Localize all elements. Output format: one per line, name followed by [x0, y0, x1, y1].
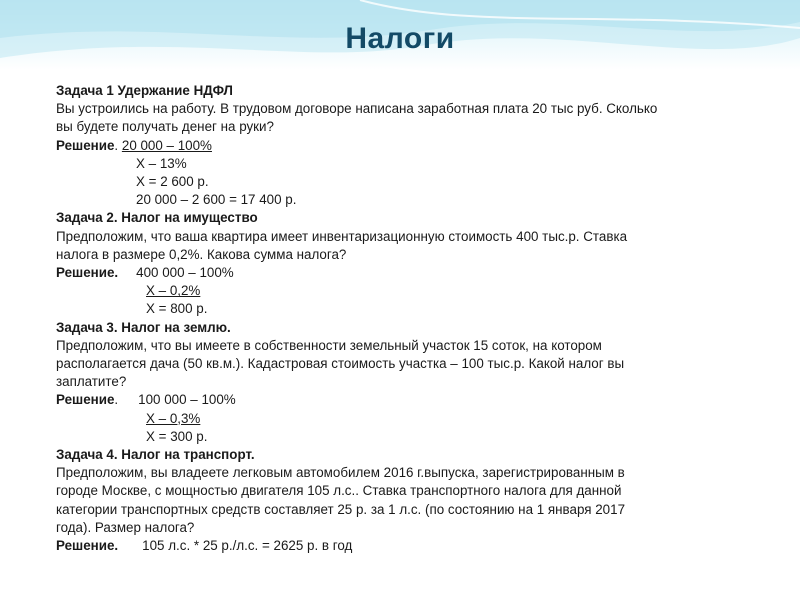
task2-sol1: 400 000 – 100% [136, 265, 234, 281]
task3-text-line3: заплатите? [56, 374, 127, 390]
task2-sol3: Х = 800 р. [146, 301, 208, 317]
task1-solution-line1 [56, 137, 746, 155]
task2-text-line1: Предположим, что ваша квартира имеет инвентаризационную стоимость 400 тыс.р. Ставка [56, 228, 628, 244]
task3-text-line2: располагается дача (50 кв.м.). Кадастровая стоимость участка – 100 тыс.р. Какой налог вы [56, 356, 625, 372]
task4-solution-line1 [56, 537, 746, 555]
task4-text-line3: категории транспортных средств составляет 25 р. за 1 л.с. (по состоянию на 1 января 2017 [56, 501, 626, 517]
task1-text-line1: Вы устроились на работу. В трудовом договоре написана заработная плата 20 тыс руб. Сколько [56, 101, 658, 117]
task4-header: Задача 4. Налог на транспорт. [56, 447, 255, 463]
task3-solution-label: Решение [56, 392, 115, 408]
task4-text-line4: года). Размер налога? [56, 519, 195, 535]
task1-solution-dot: . [114, 137, 122, 153]
task2-solution-label: Решение. [56, 265, 119, 281]
slide-title: Налоги [345, 22, 455, 55]
task4-solution-label: Решение. [56, 538, 119, 554]
task4-text-line2: городе Москве, с мощностью двигателя 105 л.с.. Ставка транспортного налога для данной [56, 483, 622, 499]
task4-text-line1: Предположим, вы владеете легковым автомобилем 2016 г.выпуска, зарегистрированным в [56, 465, 625, 481]
slide-content [56, 82, 746, 555]
task1-sol3: Х = 2 600 р. [136, 174, 209, 190]
task2-sol2: Х – 0,2% [146, 283, 201, 299]
task3-sol1: 100 000 – 100% [138, 392, 236, 408]
task3-solution-line1 [56, 391, 746, 409]
task1-solution-label: Решение [56, 137, 115, 153]
task2-sol2-row [56, 282, 746, 300]
task1-sol2: Х – 13% [136, 155, 187, 171]
task1-text-line2: вы будете получать денег на руки? [56, 119, 274, 135]
task1-header: Задача 1 Удержание НДФЛ [56, 83, 233, 98]
task3-sol2: Х – 0,3% [146, 410, 201, 426]
task2-header: Задача 2. Налог на имущество [56, 210, 258, 226]
task4-sol1: 105 л.с. * 25 р./л.с. = 2625 р. в год [142, 538, 353, 554]
task3-sol2-row [56, 410, 746, 428]
task3-solution-dot: . [114, 392, 119, 408]
task2-solution-line1 [56, 264, 746, 282]
task3-sol3: Х = 300 р. [146, 428, 208, 444]
task3-header: Задача 3. Налог на землю. [56, 319, 231, 335]
task1-sol4: 20 000 – 2 600 = 17 400 р. [136, 192, 297, 208]
task1-sol1: 20 000 – 100% [121, 137, 212, 153]
task2-text-line2: налога в размере 0,2%. Какова сумма налога? [56, 246, 347, 262]
task3-text-line1: Предположим, что вы имеете в собственности земельный участок 15 соток, на котором [56, 337, 602, 353]
